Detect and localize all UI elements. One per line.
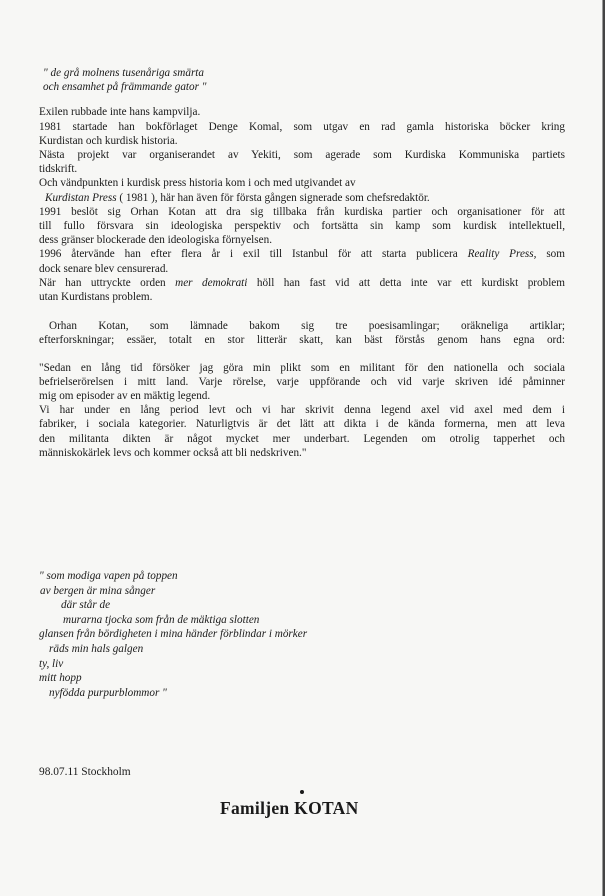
- paragraph: [39, 176, 565, 204]
- summary-paragraph: [39, 319, 565, 347]
- text-line: Vi har under en lång period levt och vi har skrivit denna legend axel vid axel med dem i: [39, 404, 565, 417]
- text-fragment: 1996 återvände han efter flera år i exil till Istanbul för att starta publicera: [39, 248, 468, 261]
- quote-paragraph: [39, 361, 565, 460]
- paragraph: [39, 276, 565, 304]
- text-line: utan Kurdistans problem.: [39, 291, 153, 304]
- text-line: människokärlek levs och kommer också att bli nedskriven.": [39, 446, 307, 459]
- text-line: [39, 247, 565, 261]
- emphasis: mer demokrati: [175, 276, 248, 289]
- body-text: [39, 66, 565, 460]
- text-line: dock senare blev censurerad.: [39, 262, 169, 275]
- verse-line: och ensamhet på främmande gator ": [43, 81, 207, 94]
- poem-line: räds min hals galgen: [49, 642, 144, 655]
- publication-name: Reality Press,: [467, 248, 537, 261]
- text-line: [39, 191, 565, 205]
- text-line: Nästa projekt var organiserandet av Yekiti, som agerade som Kurdiska Kommuniska partiets: [39, 149, 565, 162]
- text-fragment: som: [536, 248, 565, 261]
- text-fragment: ( 1981 ), här han även för första gången signerade som chefsredaktör.: [119, 191, 430, 204]
- date-place: 98.07.11 Stockholm: [39, 766, 131, 778]
- paragraph: [39, 105, 565, 119]
- text-line: 1981 startade han bokförlaget Denge Komal, som utgav en rad gamla historiska böcker kring: [39, 120, 565, 133]
- signature-text: Familjen: [220, 798, 295, 818]
- text-line: [39, 276, 565, 290]
- paragraph: [39, 205, 565, 248]
- poem-line: murarna tjocka som från de mäktiga slotten: [63, 613, 260, 626]
- signature-initial: K: [294, 798, 309, 818]
- poem-line: mitt hopp: [39, 672, 82, 685]
- text-line: 1991 beslöt sig Orhan Kotan att dra sig tillbaka från kurdiska partier och organisationer för att: [39, 205, 565, 218]
- opening-verse: [39, 66, 565, 94]
- text-line: befrielserörelsen i mitt land. Varje rörelse, varje uppförande och vid varje skriven idé påminner: [39, 375, 565, 388]
- text-line: fabriker, i sociala kategorier. Naturligtvis är det lätt att dikta i de kända formerna, men att leva: [39, 418, 565, 431]
- signature: [220, 798, 359, 819]
- text-line: Orhan Kotan, som lämnade bakom sig tre poesisamlingar; oräkneliga artiklar;: [49, 320, 565, 333]
- text-line: Kurdistan och kurdisk historia.: [39, 134, 178, 147]
- text-line: "Sedan en lång tid försöker jag göra min plikt som en militant för den nationella och sociala: [39, 361, 565, 374]
- text-line: Exilen rubbade inte hans kampvilja.: [39, 106, 201, 119]
- paragraph: [39, 148, 565, 176]
- closing-poem: [39, 569, 307, 700]
- paragraph: [39, 120, 565, 148]
- text-line: mig om episoder av en mäktig legend.: [39, 390, 211, 403]
- text-line: Och vändpunkten i kurdisk press historia kom i och med utgivandet av: [39, 177, 356, 190]
- poem-line: ty, liv: [39, 657, 64, 670]
- signature-text: OTAN: [308, 798, 359, 818]
- text-line: till fullo försvara sin ideologiska perspektiv och fortsätta sin kamp som kurdisk intellektuell,: [39, 220, 565, 233]
- poem-line: " som modiga vapen på toppen: [39, 570, 178, 582]
- poem-line: glansen från bördigheten i mina händer förblindar i mörker: [39, 628, 308, 641]
- text-line: efterforskningar; essäer, totalt en stor litterär skatt, kan bäst förstås genom hans egna ord:: [39, 334, 565, 347]
- text-line: dess gränser blockerade den ideologiska förnyelsen.: [39, 234, 272, 247]
- paragraph: [39, 247, 565, 275]
- text-line: tidskrift.: [39, 163, 78, 176]
- publication-name: Kurdistan Press: [45, 191, 117, 204]
- verse-line: " de grå molnens tusenåriga smärta: [43, 67, 205, 79]
- poem-line: av bergen är mina sånger: [40, 584, 156, 597]
- text-line: den militanta dikten är något mycket mer underbart. Legenden om otrolig tapperhet och: [39, 432, 565, 445]
- text-fragment: När han uttryckte orden: [39, 276, 176, 289]
- poem-line: nyfödda purpurblommor ": [49, 686, 167, 699]
- text-fragment: höll han fast vid att detta inte var ett kurdiskt problem: [247, 276, 565, 289]
- poem-line: där står de: [61, 599, 111, 612]
